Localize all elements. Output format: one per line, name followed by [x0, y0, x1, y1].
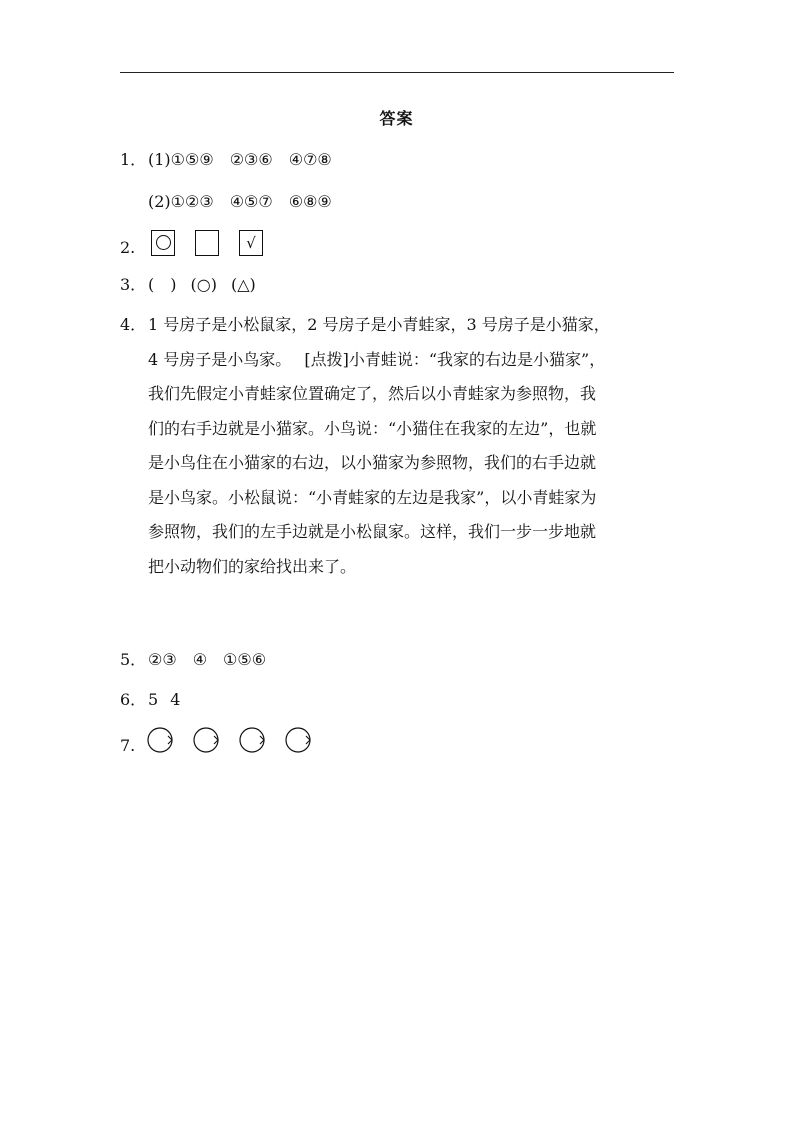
- q1-part1-group-3: ④⑦⑧: [288, 150, 332, 169]
- q6-value-2: 4: [170, 690, 181, 709]
- q1-part2-group-3: ⑥⑧⑨: [288, 192, 332, 211]
- q4-line-1: 1 号房子是小松鼠家，2 号房子是小青蛙家，3 号房子是小猫家，: [148, 315, 610, 334]
- q4-line-8: 把小动物们的家给找出来了。: [148, 556, 357, 576]
- q4-number: 4．: [120, 315, 147, 334]
- q1-part2-group-2: ④⑤⑦: [229, 192, 273, 211]
- header-rule: [120, 72, 674, 73]
- q3-number: 3．: [120, 275, 147, 294]
- q5-group-2: ④: [192, 650, 208, 669]
- q1-part2-label: (2): [148, 192, 171, 211]
- q1-number: 1．: [120, 150, 147, 169]
- q3-answer-1: ( ): [148, 275, 177, 294]
- rotate-arrow-icon: [238, 726, 268, 754]
- q2-number: 2.: [120, 238, 136, 257]
- rotate-arrow-icon: [146, 726, 176, 754]
- q1-part1-group-1: ①⑤⑨: [170, 150, 214, 169]
- q2-box-circle: [151, 230, 175, 256]
- q5-number: 5．: [120, 650, 147, 669]
- q2-box-empty: [195, 230, 219, 256]
- q4-line-6: 是小鸟家。小松鼠说：“小青蛙家的左边是我家”，以小青蛙家为: [148, 487, 597, 507]
- rotate-arrow-icon: [284, 726, 314, 754]
- q3-answers: [148, 275, 270, 295]
- q4-line-4: 们的右手边就是小猫家。小鸟说：“小猫住在我家的左边”，也就: [148, 418, 597, 438]
- q5-group-1: ②③: [148, 650, 177, 669]
- q6-value-1: 5: [148, 690, 159, 709]
- q4-line-3: 我们先假定小青蛙家位置确定了，然后以小青蛙家为参照物，我: [148, 384, 597, 403]
- q4-paragraph: [148, 308, 674, 584]
- q5-group-3: ①⑤⑥: [223, 650, 267, 669]
- q2-boxes: [151, 229, 283, 256]
- q4-line-7: 参照物，我们的左手边就是小松鼠家。这样，我们一步一步地就: [148, 522, 597, 541]
- q1-part2: [148, 192, 332, 212]
- page-title: 答案: [379, 109, 414, 128]
- q7-icons: [146, 725, 330, 754]
- rotate-arrow-icon: [192, 726, 222, 754]
- q1-part1-group-2: ②③⑥: [229, 150, 273, 169]
- q6-number: 6．: [120, 690, 147, 709]
- q3-answer-2: (○): [190, 275, 217, 294]
- q2-box-check: √: [239, 230, 263, 256]
- q6-answers: [148, 690, 180, 710]
- q3-answer-3: (△): [230, 275, 256, 294]
- q4-line-2: 4 号房子是小鸟家。 [点拨]小青蛙说：“我家的右边是小猫家”，: [148, 349, 606, 369]
- circle-shape-icon: [156, 235, 171, 250]
- q5-answers: [148, 650, 266, 670]
- q1-part2-group-1: ①②③: [170, 192, 214, 211]
- q1-part1: [148, 150, 332, 170]
- q7-number: 7.: [120, 736, 136, 755]
- q1-part1-label: (1): [148, 150, 171, 169]
- q4-line-5: 是小鸟住在小猫家的右边，以小猫家为参照物，我们的右手边就: [148, 453, 597, 472]
